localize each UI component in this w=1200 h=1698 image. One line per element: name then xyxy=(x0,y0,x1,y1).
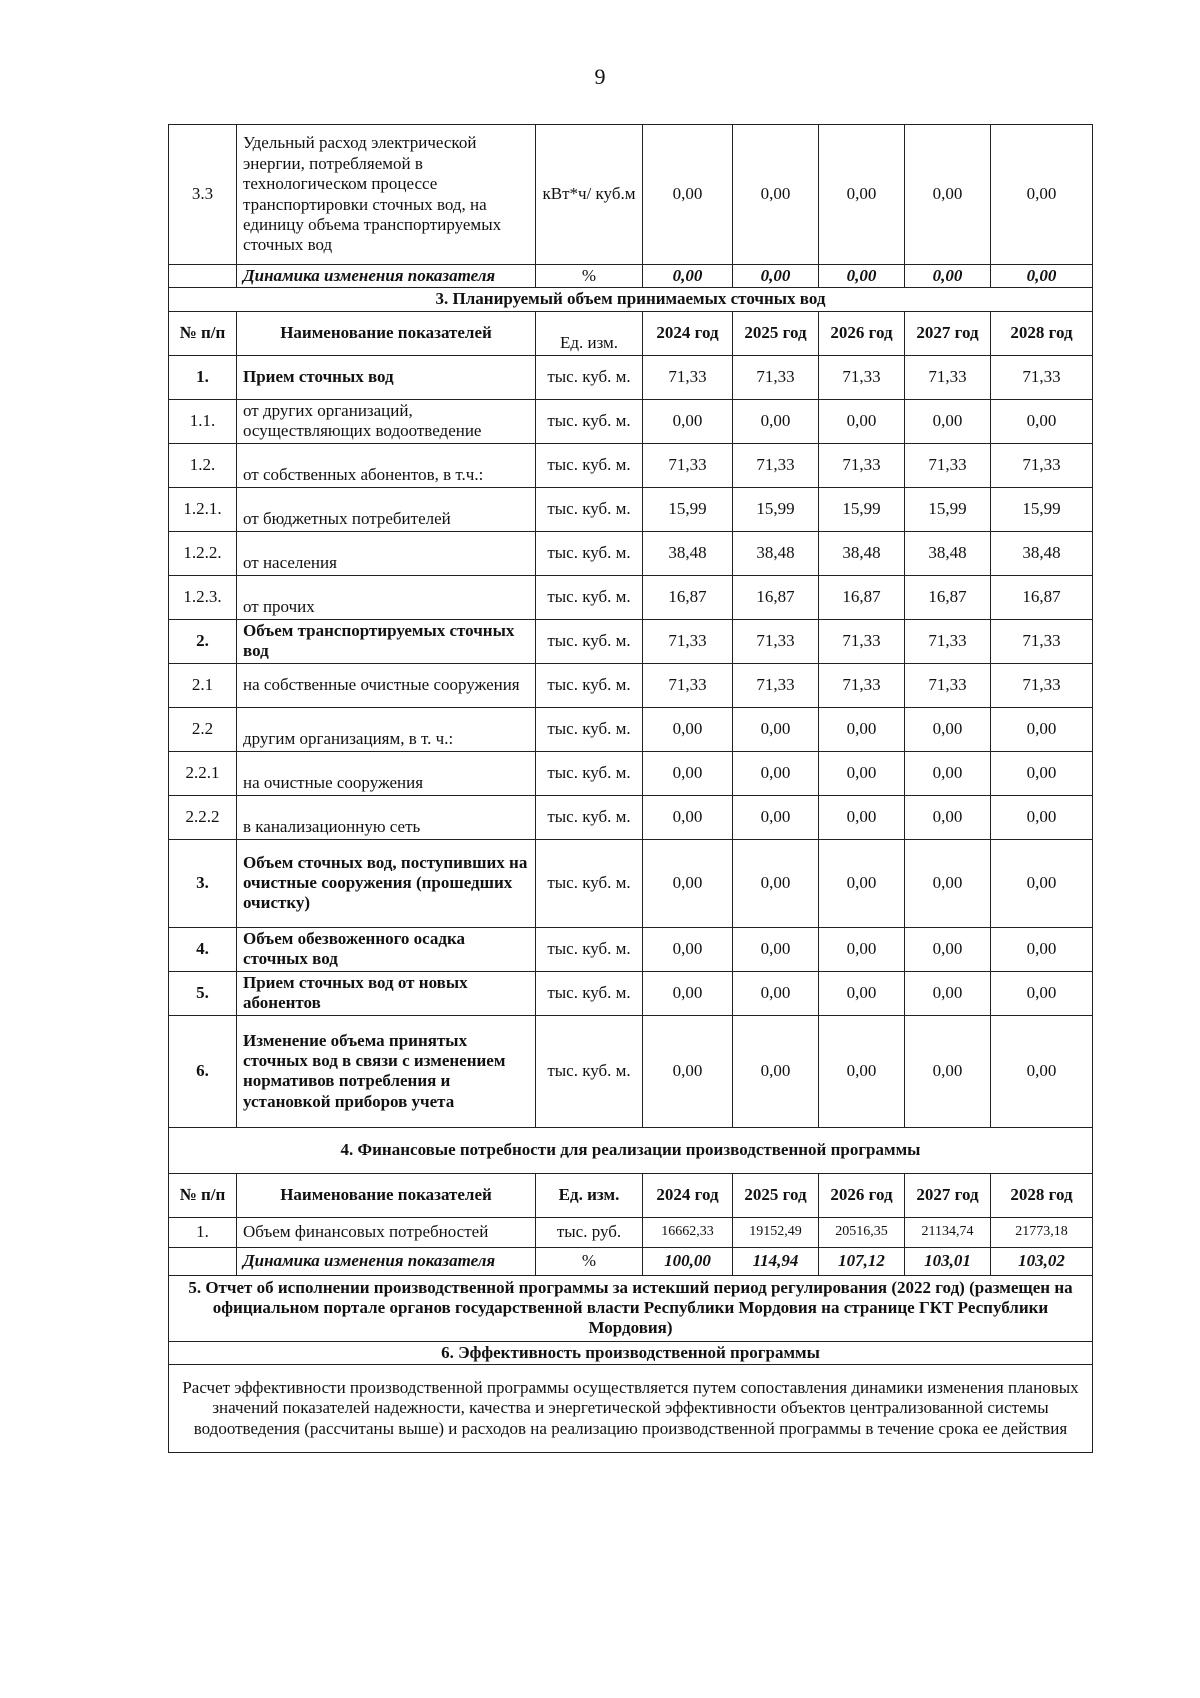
value-2024: 0,00 xyxy=(643,795,733,839)
value-2026: 0,00 xyxy=(819,839,905,927)
table-row xyxy=(169,125,1093,265)
row-number: 6. xyxy=(169,1015,237,1127)
table-row xyxy=(169,927,1093,971)
header-year: 2027 год xyxy=(905,311,991,355)
header-unit: Ед. изм. xyxy=(536,311,643,355)
table-row xyxy=(169,795,1093,839)
row-name: Удельный расход электрической энергии, потребляемой в технологическом процессе транспортировки сточных вод, на единицу объема транспортируемых сточных вод xyxy=(237,125,536,265)
value-2027: 0,00 xyxy=(905,1015,991,1127)
value-2024: 71,33 xyxy=(643,663,733,707)
value-2027: 16,87 xyxy=(905,575,991,619)
value-2025: 0,00 xyxy=(733,707,819,751)
value-2027: 71,33 xyxy=(905,443,991,487)
value-2025: 71,33 xyxy=(733,619,819,663)
table-header xyxy=(169,1173,1093,1217)
header-number: № п/п xyxy=(169,1173,237,1217)
row-unit: % xyxy=(536,265,643,288)
row-number: 1.2.2. xyxy=(169,531,237,575)
table-row xyxy=(169,663,1093,707)
section-3-title: 3. Планируемый объем принимаемых сточных вод xyxy=(169,288,1093,311)
header-year: 2024 год xyxy=(643,1173,733,1217)
value-2028: 15,99 xyxy=(991,487,1093,531)
value-2026: 0,00 xyxy=(819,751,905,795)
table-row xyxy=(169,487,1093,531)
value-2026: 0,00 xyxy=(819,125,905,265)
row-number: 1. xyxy=(169,1217,237,1247)
row-unit: тыс. куб. м. xyxy=(536,487,643,531)
value-2024: 0,00 xyxy=(643,399,733,443)
row-number: 1.2.3. xyxy=(169,575,237,619)
value-2025: 0,00 xyxy=(733,839,819,927)
table-row xyxy=(169,971,1093,1015)
dynamics-row xyxy=(169,1247,1093,1275)
value-2028: 21773,18 xyxy=(991,1217,1093,1247)
row-number: 2. xyxy=(169,619,237,663)
header-name: Наименование показателей xyxy=(237,311,536,355)
row-number: 4. xyxy=(169,927,237,971)
value-2024: 0,00 xyxy=(643,971,733,1015)
row-unit: тыс. куб. м. xyxy=(536,443,643,487)
row-name: в канализационную сеть xyxy=(237,795,536,839)
value-2028: 71,33 xyxy=(991,443,1093,487)
row-name: Объем обезвоженного осадка сточных вод xyxy=(237,927,536,971)
row-number xyxy=(169,1247,237,1275)
value-2027: 0,00 xyxy=(905,399,991,443)
row-unit: тыс. куб. м. xyxy=(536,707,643,751)
row-unit: тыс. руб. xyxy=(536,1217,643,1247)
section-5-title: 5. Отчет об исполнении производственной программы за истекший период регулирования (2022 год) (размещен на официальном портале органов государственной власти Республики Мордовия на странице ГКТ Республики Мордовия) xyxy=(169,1275,1093,1341)
value-2025: 71,33 xyxy=(733,355,819,399)
row-number: 2.2.2 xyxy=(169,795,237,839)
row-number: 2.2.1 xyxy=(169,751,237,795)
value-2025: 0,00 xyxy=(733,927,819,971)
value-2027: 0,00 xyxy=(905,795,991,839)
value-2026: 0,00 xyxy=(819,265,905,288)
value-2025: 15,99 xyxy=(733,487,819,531)
value-2026: 38,48 xyxy=(819,531,905,575)
row-number xyxy=(169,265,237,288)
value-2028: 0,00 xyxy=(991,399,1093,443)
table-row xyxy=(169,355,1093,399)
value-2027: 0,00 xyxy=(905,265,991,288)
row-unit: тыс. куб. м. xyxy=(536,839,643,927)
row-name: Прием сточных вод от новых абонентов xyxy=(237,971,536,1015)
value-2025: 38,48 xyxy=(733,531,819,575)
value-2024: 0,00 xyxy=(643,125,733,265)
header-year: 2024 год xyxy=(643,311,733,355)
row-unit: кВт*ч/ куб.м xyxy=(536,125,643,265)
row-number: 3.3 xyxy=(169,125,237,265)
value-2028: 0,00 xyxy=(991,795,1093,839)
row-name: на очистные сооружения xyxy=(237,751,536,795)
value-2027: 21134,74 xyxy=(905,1217,991,1247)
table-row xyxy=(169,619,1093,663)
row-name: Объем финансовых потребностей xyxy=(237,1217,536,1247)
value-2026: 71,33 xyxy=(819,355,905,399)
value-2024: 0,00 xyxy=(643,265,733,288)
row-name: Динамика изменения показателя xyxy=(237,1247,536,1275)
table-row xyxy=(169,751,1093,795)
value-2026: 0,00 xyxy=(819,927,905,971)
dynamics-row xyxy=(169,265,1093,288)
header-year: 2027 год xyxy=(905,1173,991,1217)
value-2025: 71,33 xyxy=(733,443,819,487)
header-year: 2026 год xyxy=(819,1173,905,1217)
section-6-text: Расчет эффективности производственной программы осуществляется путем сопоставления динамики изменения плановых значений показателей надежности, качества и энергетической эффективности объектов централизованной системы водоотведения (рассчитаны выше) и расходов на реализацию производственной программы в течение срока ее действия xyxy=(169,1365,1093,1453)
value-2027: 71,33 xyxy=(905,663,991,707)
table-row xyxy=(169,399,1093,443)
header-year: 2025 год xyxy=(733,311,819,355)
header-name: Наименование показателей xyxy=(237,1173,536,1217)
header-number: № п/п xyxy=(169,311,237,355)
table-row xyxy=(169,839,1093,927)
value-2025: 0,00 xyxy=(733,265,819,288)
section-6-title: 6. Эффективность производственной программы xyxy=(169,1341,1093,1364)
row-name: Объем транспортируемых сточных вод xyxy=(237,619,536,663)
value-2026: 107,12 xyxy=(819,1247,905,1275)
value-2025: 19152,49 xyxy=(733,1217,819,1247)
value-2028: 0,00 xyxy=(991,265,1093,288)
header-year: 2026 год xyxy=(819,311,905,355)
value-2027: 0,00 xyxy=(905,707,991,751)
table-row xyxy=(169,1015,1093,1127)
table-row xyxy=(169,443,1093,487)
indicators-table xyxy=(168,124,1093,1453)
value-2024: 0,00 xyxy=(643,927,733,971)
value-2026: 0,00 xyxy=(819,399,905,443)
value-2025: 0,00 xyxy=(733,399,819,443)
row-unit: % xyxy=(536,1247,643,1275)
value-2026: 71,33 xyxy=(819,443,905,487)
value-2024: 0,00 xyxy=(643,1015,733,1127)
row-unit: тыс. куб. м. xyxy=(536,619,643,663)
value-2027: 0,00 xyxy=(905,125,991,265)
row-number: 1.2. xyxy=(169,443,237,487)
table-header xyxy=(169,311,1093,355)
value-2026: 15,99 xyxy=(819,487,905,531)
table-row xyxy=(169,575,1093,619)
row-unit: тыс. куб. м. xyxy=(536,663,643,707)
value-2024: 71,33 xyxy=(643,355,733,399)
value-2028: 16,87 xyxy=(991,575,1093,619)
row-unit: тыс. куб. м. xyxy=(536,355,643,399)
row-unit: тыс. куб. м. xyxy=(536,927,643,971)
value-2028: 103,02 xyxy=(991,1247,1093,1275)
value-2027: 38,48 xyxy=(905,531,991,575)
header-year: 2025 год xyxy=(733,1173,819,1217)
value-2025: 0,00 xyxy=(733,1015,819,1127)
row-name: Изменение объема принятых сточных вод в связи с изменением нормативов потребления и установкой приборов учета xyxy=(237,1015,536,1127)
value-2027: 103,01 xyxy=(905,1247,991,1275)
value-2025: 0,00 xyxy=(733,795,819,839)
value-2028: 0,00 xyxy=(991,927,1093,971)
row-number: 1.2.1. xyxy=(169,487,237,531)
value-2028: 0,00 xyxy=(991,125,1093,265)
row-name: от прочих xyxy=(237,575,536,619)
value-2027: 0,00 xyxy=(905,839,991,927)
value-2025: 0,00 xyxy=(733,125,819,265)
value-2028: 0,00 xyxy=(991,1015,1093,1127)
row-name: Объем сточных вод, поступивших на очистные сооружения (прошедших очистку) xyxy=(237,839,536,927)
value-2024: 0,00 xyxy=(643,707,733,751)
row-unit: тыс. куб. м. xyxy=(536,751,643,795)
value-2025: 71,33 xyxy=(733,663,819,707)
value-2024: 16662,33 xyxy=(643,1217,733,1247)
value-2026: 71,33 xyxy=(819,619,905,663)
value-2025: 16,87 xyxy=(733,575,819,619)
value-2028: 0,00 xyxy=(991,707,1093,751)
row-unit: тыс. куб. м. xyxy=(536,971,643,1015)
value-2028: 0,00 xyxy=(991,751,1093,795)
value-2027: 15,99 xyxy=(905,487,991,531)
section-4-title: 4. Финансовые потребности для реализации производственной программы xyxy=(169,1127,1093,1173)
value-2025: 0,00 xyxy=(733,751,819,795)
row-number: 3. xyxy=(169,839,237,927)
row-name: другим организациям, в т. ч.: xyxy=(237,707,536,751)
value-2026: 16,87 xyxy=(819,575,905,619)
row-number: 1. xyxy=(169,355,237,399)
row-unit: тыс. куб. м. xyxy=(536,795,643,839)
value-2027: 0,00 xyxy=(905,927,991,971)
row-unit: тыс. куб. м. xyxy=(536,531,643,575)
row-unit: тыс. куб. м. xyxy=(536,1015,643,1127)
table-row xyxy=(169,1217,1093,1247)
value-2027: 71,33 xyxy=(905,619,991,663)
value-2028: 38,48 xyxy=(991,531,1093,575)
row-name: Динамика изменения показателя xyxy=(237,265,536,288)
value-2024: 0,00 xyxy=(643,751,733,795)
value-2028: 0,00 xyxy=(991,839,1093,927)
row-name: на собственные очистные сооружения xyxy=(237,663,536,707)
table-row xyxy=(169,707,1093,751)
header-year: 2028 год xyxy=(991,311,1093,355)
header-year: 2028 год xyxy=(991,1173,1093,1217)
value-2026: 0,00 xyxy=(819,971,905,1015)
value-2024: 0,00 xyxy=(643,839,733,927)
row-number: 2.1 xyxy=(169,663,237,707)
row-name: от собственных абонентов, в т.ч.: xyxy=(237,443,536,487)
table-row xyxy=(169,531,1093,575)
value-2026: 71,33 xyxy=(819,663,905,707)
row-name: Прием сточных вод xyxy=(237,355,536,399)
value-2025: 114,94 xyxy=(733,1247,819,1275)
value-2028: 71,33 xyxy=(991,355,1093,399)
header-unit: Ед. изм. xyxy=(536,1173,643,1217)
value-2024: 71,33 xyxy=(643,443,733,487)
row-unit: тыс. куб. м. xyxy=(536,575,643,619)
value-2027: 0,00 xyxy=(905,751,991,795)
value-2028: 71,33 xyxy=(991,663,1093,707)
page-number: 9 xyxy=(594,64,606,89)
row-number: 5. xyxy=(169,971,237,1015)
value-2024: 15,99 xyxy=(643,487,733,531)
value-2028: 0,00 xyxy=(991,971,1093,1015)
value-2025: 0,00 xyxy=(733,971,819,1015)
row-number: 1.1. xyxy=(169,399,237,443)
row-name: от населения xyxy=(237,531,536,575)
value-2028: 71,33 xyxy=(991,619,1093,663)
row-number: 2.2 xyxy=(169,707,237,751)
value-2026: 0,00 xyxy=(819,1015,905,1127)
value-2026: 20516,35 xyxy=(819,1217,905,1247)
row-name: от других организаций, осуществляющих водоотведение xyxy=(237,399,536,443)
row-name: от бюджетных потребителей xyxy=(237,487,536,531)
value-2026: 0,00 xyxy=(819,795,905,839)
value-2027: 71,33 xyxy=(905,355,991,399)
value-2024: 71,33 xyxy=(643,619,733,663)
row-unit: тыс. куб. м. xyxy=(536,399,643,443)
value-2024: 100,00 xyxy=(643,1247,733,1275)
value-2024: 16,87 xyxy=(643,575,733,619)
value-2026: 0,00 xyxy=(819,707,905,751)
value-2024: 38,48 xyxy=(643,531,733,575)
value-2027: 0,00 xyxy=(905,971,991,1015)
